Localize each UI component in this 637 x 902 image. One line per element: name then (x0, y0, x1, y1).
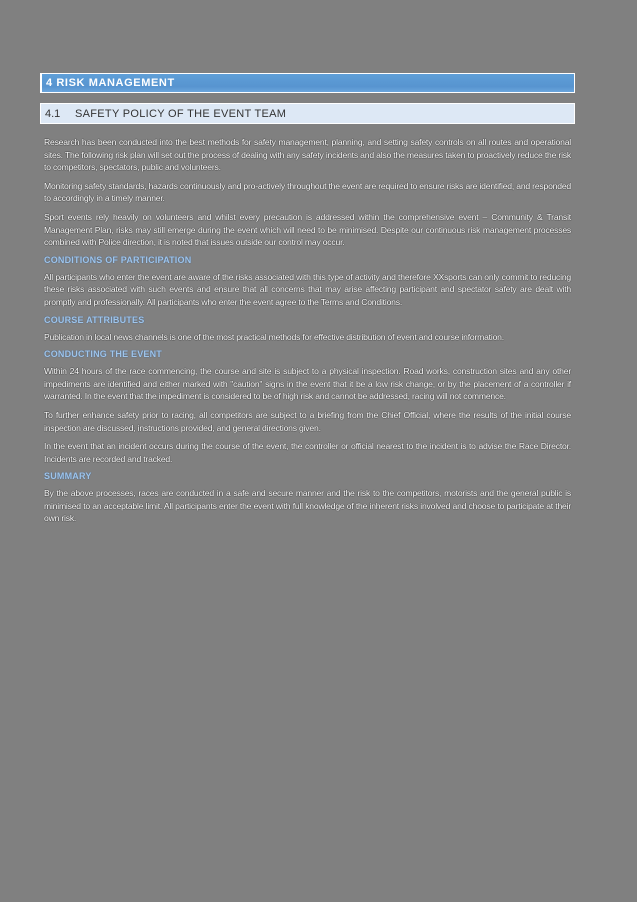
section-title: 4 RISK MANAGEMENT (46, 77, 175, 89)
intro-paragraph: Sport events rely heavily on volunteers and whilst every precaution is addressed within the comprehensive event – Community & Transit Management Plan, risks may still emerge during the event which will need to be minimised. Despite our continuous risk management processes combined with Police direction, it is noted that issues outside our control may occur. (44, 211, 571, 248)
heading-conducting-the-event: CONDUCTING THE EVENT (44, 349, 163, 360)
paragraph: To further enhance safety prior to racing, all competitors are subject to a briefing from the Chief Official, where the results of the initial course inspection are discussed, instructions provided, and general directions given. (44, 409, 571, 433)
paragraph: All participants who enter the event are aware of the risks associated with this type of activity and therefore XXsports can only commit to reducing these risks associated with such events and ensure that all concerns that may arise affecting participant and spectator safety are dealt with promptly and professionally. All participants who enter the event agree to the Terms and Conditions. (44, 271, 571, 307)
document-page (40, 73, 575, 531)
heading-conditions-of-participation: CONDITIONS OF PARTICIPATION (44, 254, 192, 265)
paragraph: Within 24 hours of the race commencing, the course and site is subject to a physical inspection. Road works, construction sites and any other impediments are identified and either marked with "caution" signs in the event that it be a low risk change, or by the placement of a controller if warranted. In the event that the impediment is considered to be of high risk and cannot be addressed, racing will not commence. (44, 366, 571, 402)
intro-paragraph: Monitoring safety standards, hazards continuously and pro-actively throughout the event are required to ensure risks are identified, and responded to accordingly in a timely manner. (44, 180, 571, 204)
paragraph: In the event that an incident occurs during the course of the event, the controller or official nearest to the incident is to advise the Race Director. Incidents are recorded and tracked. (44, 441, 571, 464)
subsection-number: 4.1 (45, 107, 61, 120)
body-content (40, 136, 575, 525)
heading-summary: SUMMARY (44, 471, 92, 482)
paragraph: Publication in local news channels is one of the most practical methods for effective distribution of event and course information. (44, 331, 504, 342)
intro-paragraph: Research has been conducted into the best methods for safety management, planning, and setting safety controls on all routes and operational sites. The following risk plan will set out the process of dealing with any safety incidents and also the measures taken to proactively reduce the risk to competitors, spectators, public and volunteers. (44, 137, 571, 173)
subsection-header-bar (40, 103, 575, 124)
heading-course-attributes: COURSE ATTRIBUTES (44, 314, 145, 325)
paragraph: By the above processes, races are conducted in a safe and secure manner and the risk to the competitors, motorists and the general public is minimised to an acceptable limit. All participants enter the event with full knowledge of the inherent risks involved and choose to participate at their own risk. (44, 488, 571, 524)
subsection-title: SAFETY POLICY OF THE EVENT TEAM (75, 107, 287, 120)
section-header-bar (40, 73, 575, 93)
